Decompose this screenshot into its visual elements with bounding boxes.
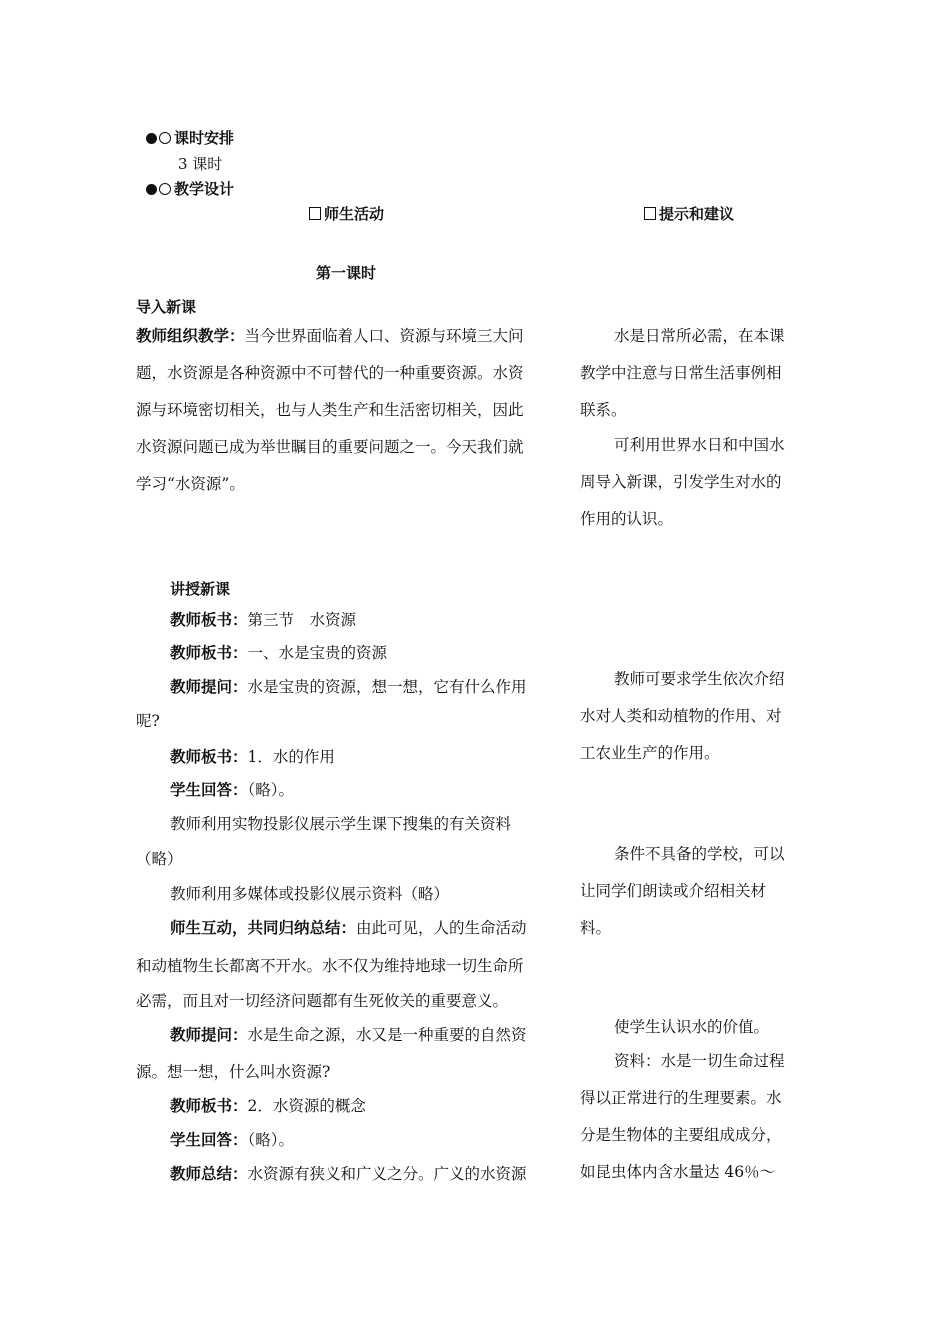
tip-1: 水是日常所必需，在本课 教学中注意与日常生活事例相 联系。 [580,327,785,419]
list-item: 教师总结：水资源有狭义和广义之分。广义的水资源 [170,1165,527,1183]
lesson-title: 第一课时 [316,264,377,282]
design-heading: 教学设计 [146,178,234,199]
list-item: （略） [136,850,183,868]
filled-circle-icon [146,184,157,195]
tip-3: 教师可要求学生依次介绍 水对人类和动植物的作用、对 工农业生产的作用。 [580,670,785,762]
list-item: 师生互动，共同归纳总结：由此可见，人的生命活动 [170,919,527,937]
arrangement-value: 3 课时 [178,155,223,173]
tip-6: 资料：水是一切生命过程 得以正常进行的生理要素。水 分是生物体的主要组成成分， 如昆虫体内含水量达 46％～ [580,1052,785,1181]
list-item: 教师板书：第三节 水资源 [170,611,357,629]
list-item: 必需，而且对一切经济问题都有生死攸关的重要意义。 [136,992,509,1010]
arrangement-heading: 课时安排 [146,127,234,148]
column-header-activity: 师生活动 [309,203,384,224]
list-item: 源。想一想，什么叫水资源? [136,1063,331,1081]
intro-paragraph: 教师组织教学：当今世界面临着人口、资源与环境三大问 题，水资源是各种资源中不可替代的一种重要资源。水资 源与环境密切相关，也与人类生产和生活密切相关，因此 水资源问题已成为举世瞩目的重要问题之一。今天我们就 学习“水资源”。 [136,327,524,493]
list-item: 和动植物生长都离不开水。水不仅为维持地球一切生命所 [136,957,524,975]
new-lesson-heading: 讲授新课 [170,580,231,598]
list-item: 教师板书：1．水的作用 [170,748,335,766]
tip-2: 可利用世界水日和中国水 周导入新课，引发学生对水的 作用的认识。 [580,436,785,528]
list-item: 学生回答：（略）。 [170,781,295,799]
tip-4: 条件不具备的学校，可以 让同学们朗读或介绍相关材 料。 [580,845,785,937]
list-item: 教师板书：一、水是宝贵的资源 [170,644,388,662]
list-item: 教师提问：水是宝贵的资源，想一想，它有什么作用 [170,678,527,696]
hollow-circle-icon [159,132,171,144]
list-item: 教师板书：2．水资源的概念 [170,1097,366,1115]
column-header-tips: 提示和建议 [644,203,734,224]
intro-heading: 导入新课 [136,298,197,316]
tip-5: 使学生认识水的价值。 [614,1018,770,1036]
square-icon [644,207,656,220]
list-item: 学生回答：（略）。 [170,1131,295,1149]
list-item: 教师提问：水是生命之源，水又是一种重要的自然资 [170,1026,527,1044]
list-item: 教师利用实物投影仪展示学生课下搜集的有关资料 [170,815,512,833]
filled-circle-icon [146,133,157,144]
square-icon [309,207,321,220]
list-item: 教师利用多媒体或投影仪展示资料（略） [170,885,450,903]
hollow-circle-icon [159,183,171,195]
list-item: 呢? [136,712,160,730]
